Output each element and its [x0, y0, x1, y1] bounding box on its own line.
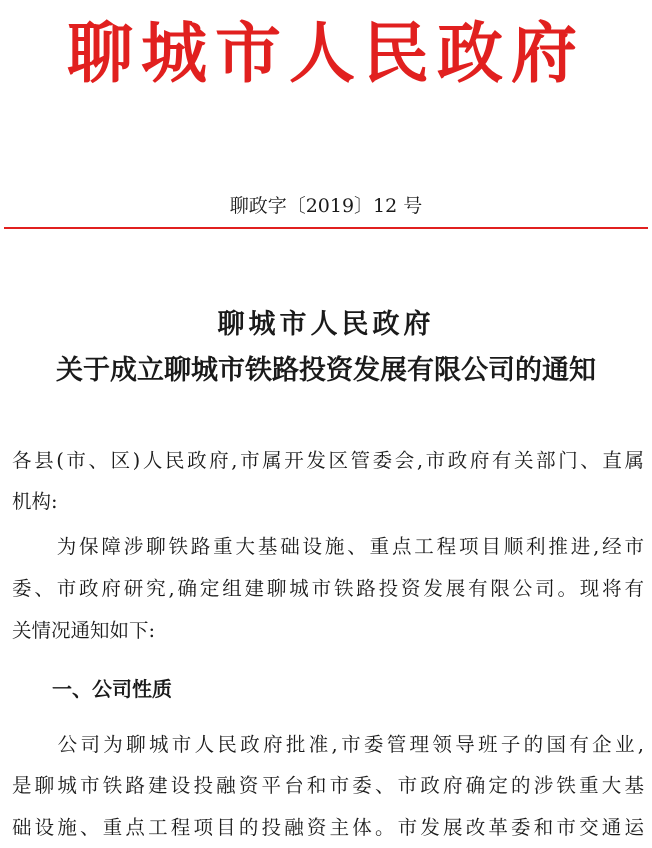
- section-paragraph-line: 公司为聊城市人民政府批准,市委管理领导班子的国有企业,: [12, 733, 644, 756]
- intro-paragraph-line: 关情况通知如下:: [12, 619, 156, 642]
- intro-paragraph-line: 委、市政府研究,确定组建聊城市铁路投资发展有限公司。现将有: [12, 577, 644, 600]
- section-paragraph-line: 是聊城市铁路建设投融资平台和市委、市政府确定的涉铁重大基: [12, 774, 644, 797]
- red-divider-line: [4, 227, 648, 229]
- document-number: 聊政字〔2019〕12 号: [229, 195, 423, 217]
- salutation-line: 各县(市、区)人民政府,市属开发区管委会,市政府有关部门、直属: [12, 449, 644, 472]
- salutation-line: 机构:: [12, 490, 58, 513]
- title-line-1: 聊城市人民政府: [217, 309, 435, 340]
- title-line-2: 关于成立聊城市铁路投资发展有限公司的通知: [56, 355, 596, 386]
- section-heading: 一、公司性质: [52, 677, 172, 701]
- intro-paragraph-line: 为保障涉聊铁路重大基础设施、重点工程项目顺利推进,经市: [12, 535, 644, 558]
- section-paragraph-line: 础设施、重点工程项目的投融资主体。市发展改革委和市交通运: [12, 816, 644, 839]
- issuer-masthead: 聊城市人民政府: [67, 14, 585, 92]
